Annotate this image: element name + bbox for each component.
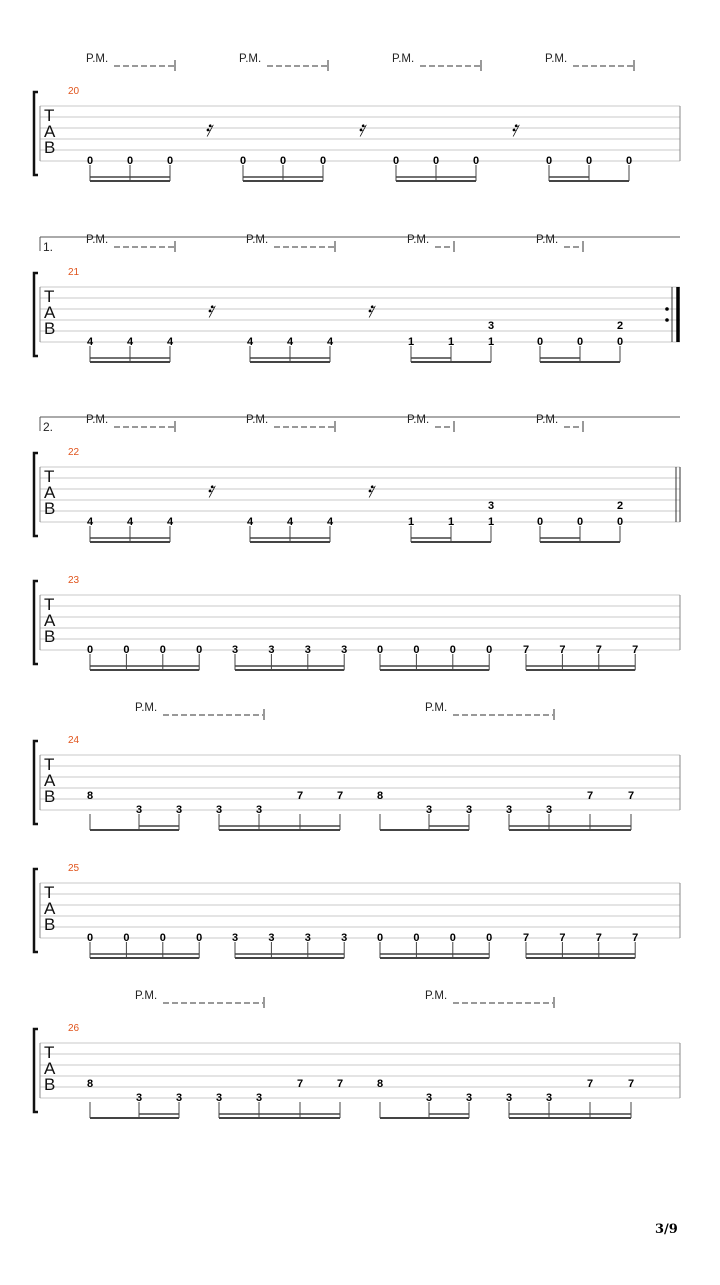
fret-number: 0 <box>196 644 203 656</box>
fret-number: 1 <box>487 336 495 348</box>
fret-number: 0 <box>166 155 174 167</box>
fret-number: 7 <box>296 1078 304 1090</box>
fret-number: 8 <box>86 1078 94 1090</box>
fret-number: 7 <box>559 644 566 656</box>
palm-mute-label: P.M. <box>239 53 262 65</box>
tab-clef-letter: A <box>44 303 56 322</box>
fret-number: 4 <box>326 336 334 348</box>
fret-number: 0 <box>486 932 493 944</box>
system-bracket <box>34 1029 38 1112</box>
measure-number: 25 <box>68 863 80 874</box>
fret-number: 0 <box>545 155 553 167</box>
fret-number: 3 <box>175 804 183 816</box>
measure-number: 23 <box>68 575 80 586</box>
sixteenth-rest: 𝄿 <box>206 478 214 503</box>
fret-number: 0 <box>616 516 624 528</box>
measure-number: 24 <box>68 735 80 746</box>
sixteenth-rest: 𝄿 <box>510 117 518 142</box>
palm-mute-label: P.M. <box>86 414 109 426</box>
fret-number: 0 <box>86 644 94 656</box>
fret-number: 1 <box>407 516 415 528</box>
fret-number: 7 <box>586 790 594 802</box>
repeat-dot <box>665 307 669 311</box>
fret-number: 8 <box>376 790 384 802</box>
palm-mute-label: P.M. <box>407 414 430 426</box>
fret-number: 0 <box>585 155 593 167</box>
fret-number: 3 <box>268 932 275 944</box>
fret-number: 1 <box>487 516 495 528</box>
fret-number: 4 <box>286 516 294 528</box>
fret-number: 3 <box>487 500 495 512</box>
fret-number: 3 <box>465 804 473 816</box>
fret-number: 3 <box>268 644 275 656</box>
fret-number: 7 <box>595 932 602 944</box>
sixteenth-rest: 𝄿 <box>366 478 374 503</box>
fret-number: 3 <box>135 804 143 816</box>
tab-clef-letter: T <box>44 106 55 125</box>
fret-number: 3 <box>215 804 223 816</box>
tab-clef-letter: B <box>44 787 56 806</box>
palm-mute-label: P.M. <box>392 53 415 65</box>
fret-number: 4 <box>86 336 94 348</box>
palm-mute-label: P.M. <box>86 53 109 65</box>
palm-mute-label: P.M. <box>135 702 158 714</box>
fret-number: 3 <box>425 804 433 816</box>
fret-number: 4 <box>126 336 134 348</box>
tab-clef-letter: B <box>44 319 56 338</box>
tab-clef-letter: A <box>44 483 56 502</box>
fret-number: 3 <box>175 1092 183 1104</box>
system-bracket <box>34 869 38 952</box>
fret-number: 0 <box>392 155 400 167</box>
fret-number: 0 <box>449 932 456 944</box>
page-number: 3/9 <box>655 1222 678 1237</box>
fret-number: 8 <box>86 790 94 802</box>
fret-number: 1 <box>407 336 415 348</box>
fret-number: 0 <box>536 336 544 348</box>
fret-number: 3 <box>231 644 239 656</box>
measure-number: 26 <box>68 1023 80 1034</box>
fret-number: 7 <box>522 644 530 656</box>
fret-number: 0 <box>486 644 493 656</box>
fret-number: 3 <box>255 1092 263 1104</box>
fret-number: 7 <box>336 1078 344 1090</box>
system-bracket <box>34 273 38 356</box>
tab-clef-letter: B <box>44 915 56 934</box>
fret-number: 3 <box>545 804 553 816</box>
palm-mute-label: P.M. <box>246 414 269 426</box>
fret-number: 3 <box>425 1092 433 1104</box>
fret-number: 3 <box>487 320 495 332</box>
sixteenth-rest: 𝄿 <box>206 298 214 323</box>
fret-number: 4 <box>166 516 174 528</box>
tab-clef-letter: A <box>44 771 56 790</box>
fret-number: 7 <box>522 932 530 944</box>
fret-number: 3 <box>304 932 311 944</box>
fret-number: 0 <box>196 932 203 944</box>
fret-number: 0 <box>159 932 166 944</box>
fret-number: 2 <box>616 320 624 332</box>
fret-number: 4 <box>286 336 294 348</box>
tab-clef-letter: B <box>44 1075 56 1094</box>
tab-clef-letter: T <box>44 883 55 902</box>
repeat-dot <box>665 318 669 322</box>
fret-number: 0 <box>239 155 247 167</box>
fret-number: 3 <box>135 1092 143 1104</box>
fret-number: 0 <box>536 516 544 528</box>
fret-number: 4 <box>246 516 254 528</box>
palm-mute-label: P.M. <box>536 414 559 426</box>
fret-number: 7 <box>632 644 639 656</box>
palm-mute-label: P.M. <box>135 990 158 1002</box>
fret-number: 4 <box>326 516 334 528</box>
system-bracket <box>34 453 38 536</box>
tab-clef-letter: T <box>44 755 55 774</box>
fret-number: 7 <box>336 790 344 802</box>
tab-clef-letter: B <box>44 138 56 157</box>
tab-clef-letter: B <box>44 499 56 518</box>
palm-mute-label: P.M. <box>425 702 448 714</box>
palm-mute-label: P.M. <box>536 234 559 246</box>
palm-mute-label: P.M. <box>425 990 448 1002</box>
fret-number: 7 <box>627 1078 635 1090</box>
system-bracket <box>34 92 38 175</box>
fret-number: 3 <box>341 932 348 944</box>
fret-number: 4 <box>166 336 174 348</box>
tab-clef-letter: B <box>44 627 56 646</box>
fret-number: 3 <box>304 644 311 656</box>
tab-clef-letter: T <box>44 1043 55 1062</box>
fret-number: 2 <box>616 500 624 512</box>
fret-number: 3 <box>505 804 513 816</box>
fret-number: 0 <box>413 644 420 656</box>
measure-number: 20 <box>68 86 80 97</box>
fret-number: 3 <box>215 1092 223 1104</box>
palm-mute-label: P.M. <box>86 234 109 246</box>
fret-number: 0 <box>616 336 624 348</box>
tab-clef-letter: T <box>44 287 55 306</box>
fret-number: 0 <box>319 155 327 167</box>
fret-number: 7 <box>627 790 635 802</box>
fret-number: 0 <box>86 932 94 944</box>
fret-number: 3 <box>465 1092 473 1104</box>
fret-number: 1 <box>447 336 455 348</box>
tab-clef-letter: T <box>44 595 55 614</box>
tab-clef-letter: A <box>44 611 56 630</box>
fret-number: 0 <box>432 155 440 167</box>
fret-number: 0 <box>279 155 287 167</box>
measure-number: 21 <box>68 267 80 278</box>
fret-number: 4 <box>86 516 94 528</box>
fret-number: 3 <box>255 804 263 816</box>
fret-number: 0 <box>86 155 94 167</box>
fret-number: 3 <box>341 644 348 656</box>
fret-number: 3 <box>505 1092 513 1104</box>
volta-number: 1. <box>43 240 54 254</box>
fret-number: 7 <box>632 932 639 944</box>
fret-number: 0 <box>126 155 134 167</box>
tab-clef-letter: T <box>44 467 55 486</box>
sixteenth-rest: 𝄿 <box>204 117 212 142</box>
palm-mute-label: P.M. <box>545 53 568 65</box>
fret-number: 7 <box>595 644 602 656</box>
tab-clef-letter: A <box>44 1059 56 1078</box>
fret-number: 4 <box>246 336 254 348</box>
fret-number: 4 <box>126 516 134 528</box>
fret-number: 3 <box>545 1092 553 1104</box>
tab-clef-letter: A <box>44 122 56 141</box>
measure-number: 22 <box>68 447 80 458</box>
fret-number: 0 <box>625 155 633 167</box>
sixteenth-rest: 𝄿 <box>357 117 365 142</box>
fret-number: 7 <box>296 790 304 802</box>
sixteenth-rest: 𝄿 <box>366 298 374 323</box>
fret-number: 0 <box>159 644 166 656</box>
fret-number: 0 <box>376 644 384 656</box>
fret-number: 0 <box>376 932 384 944</box>
fret-number: 0 <box>576 336 584 348</box>
fret-number: 3 <box>231 932 239 944</box>
system-bracket <box>34 581 38 664</box>
fret-number: 0 <box>413 932 420 944</box>
fret-number: 0 <box>576 516 584 528</box>
tab-clef-letter: A <box>44 899 56 918</box>
system-bracket <box>34 741 38 824</box>
fret-number: 7 <box>586 1078 594 1090</box>
fret-number: 0 <box>123 932 130 944</box>
fret-number: 1 <box>447 516 455 528</box>
fret-number: 7 <box>559 932 566 944</box>
fret-number: 8 <box>376 1078 384 1090</box>
fret-number: 0 <box>449 644 456 656</box>
fret-number: 0 <box>472 155 480 167</box>
fret-number: 0 <box>123 644 130 656</box>
palm-mute-label: P.M. <box>246 234 269 246</box>
palm-mute-label: P.M. <box>407 234 430 246</box>
volta-number: 2. <box>43 420 54 434</box>
